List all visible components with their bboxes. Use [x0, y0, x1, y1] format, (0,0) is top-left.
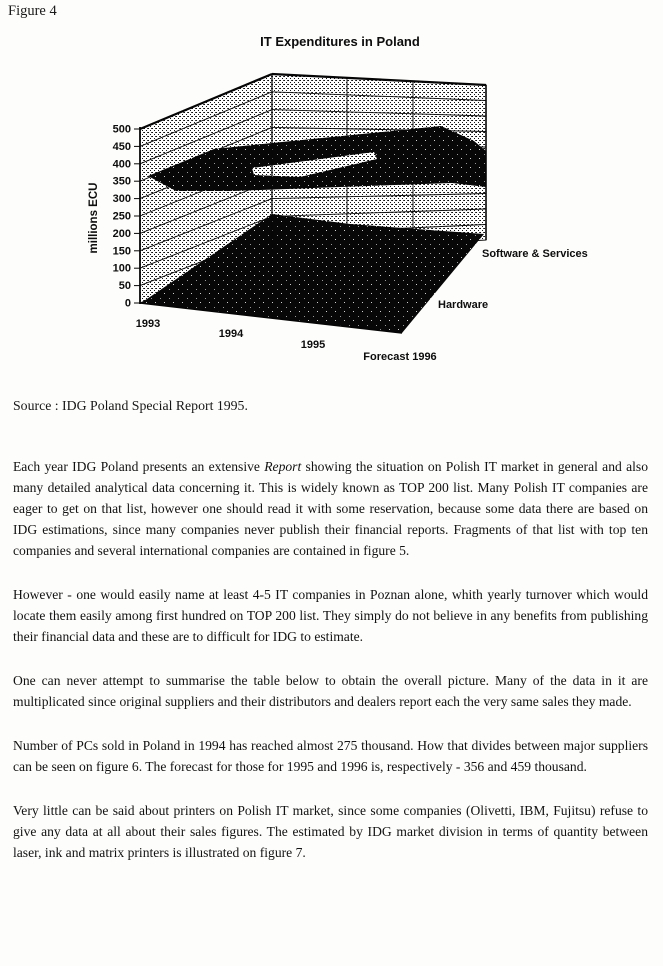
- body-paragraph-2: However - one would easily name at least 4-5 IT companies in Poznan alone, whith yearly turnover which would locate them easily among first hundred on TOP 200 list. They simply do not believe in any benefits from publishing their financial data and these are to difficult for IDG to estimate.: [13, 587, 648, 644]
- y-tick-label: 250: [112, 210, 131, 223]
- body-paragraph-3: One can never attempt to summarise the table below to obtain the overall picture. Many of the data in it are multiplicated since original suppliers and their distributors and dealers report each the very same sales they made.: [13, 673, 648, 709]
- figure-label: Figure 4: [8, 3, 57, 19]
- y-tick-label: 0: [124, 297, 131, 310]
- source-line: Source : IDG Poland Special Report 1995.: [13, 398, 248, 413]
- body-paragraph-4: Number of PCs sold in Poland in 1994 has reached almost 275 thousand. How that divides between major suppliers can be seen on figure 6. The forecast for those for 1995 and 1996 is, respectively - 356 and 459 thousand.: [13, 738, 648, 774]
- y-tick-label: 200: [112, 227, 131, 240]
- y-tick-label: 500: [112, 123, 131, 136]
- x-tick-label: 1995: [300, 339, 326, 351]
- paragraph-text: showing the situation on Polish IT market in general and also many detailed analytical data concerning it. This is widely known as TOP 200 list. Many Polish IT companies are eager to get on that list, however one should read it with some reservation, because some data there are based on IDG estimations, since many companies never publish their financial reports. Fragments of that list with top ten companies and several international companies are contained in figure 5.: [13, 459, 648, 558]
- series-label-software-services: Software & Services: [482, 248, 588, 260]
- chart-title: IT Expenditures in Poland: [260, 34, 420, 49]
- it-expenditures-chart: [0, 0, 663, 372]
- y-tick-label: 400: [112, 158, 131, 171]
- y-tick-label: 350: [112, 175, 131, 188]
- body-paragraph-5: Very little can be said about printers on Polish IT market, since some companies (Olivetti, IBM, Fujitsu) refuse to give any data at all about their sales figures. The estimated by IDG market division in terms of quantity between laser, ink and matrix printers is illustrated on figure 7.: [13, 803, 648, 860]
- y-tick-labels: [113, 124, 131, 310]
- body-text: [13, 456, 648, 886]
- y-axis: [134, 127, 140, 304]
- y-tick-label: 300: [112, 193, 131, 206]
- y-axis-title: millions ECU: [88, 182, 100, 254]
- x-tick-label: 1993: [135, 318, 161, 330]
- series-label-hardware: Hardware: [438, 299, 489, 311]
- y-tick-label: 150: [112, 245, 131, 258]
- y-tick-label: 50: [118, 280, 131, 293]
- paragraph-text: Each year IDG Poland presents an extensive: [13, 459, 265, 474]
- x-tick-label: 1994: [218, 328, 244, 340]
- y-tick-label: 450: [112, 141, 131, 153]
- body-paragraph-1: [13, 456, 648, 561]
- x-tick-label: Forecast 1996: [363, 351, 437, 363]
- y-tick-label: 100: [112, 262, 131, 275]
- paragraph-italic-word: Report: [264, 459, 302, 474]
